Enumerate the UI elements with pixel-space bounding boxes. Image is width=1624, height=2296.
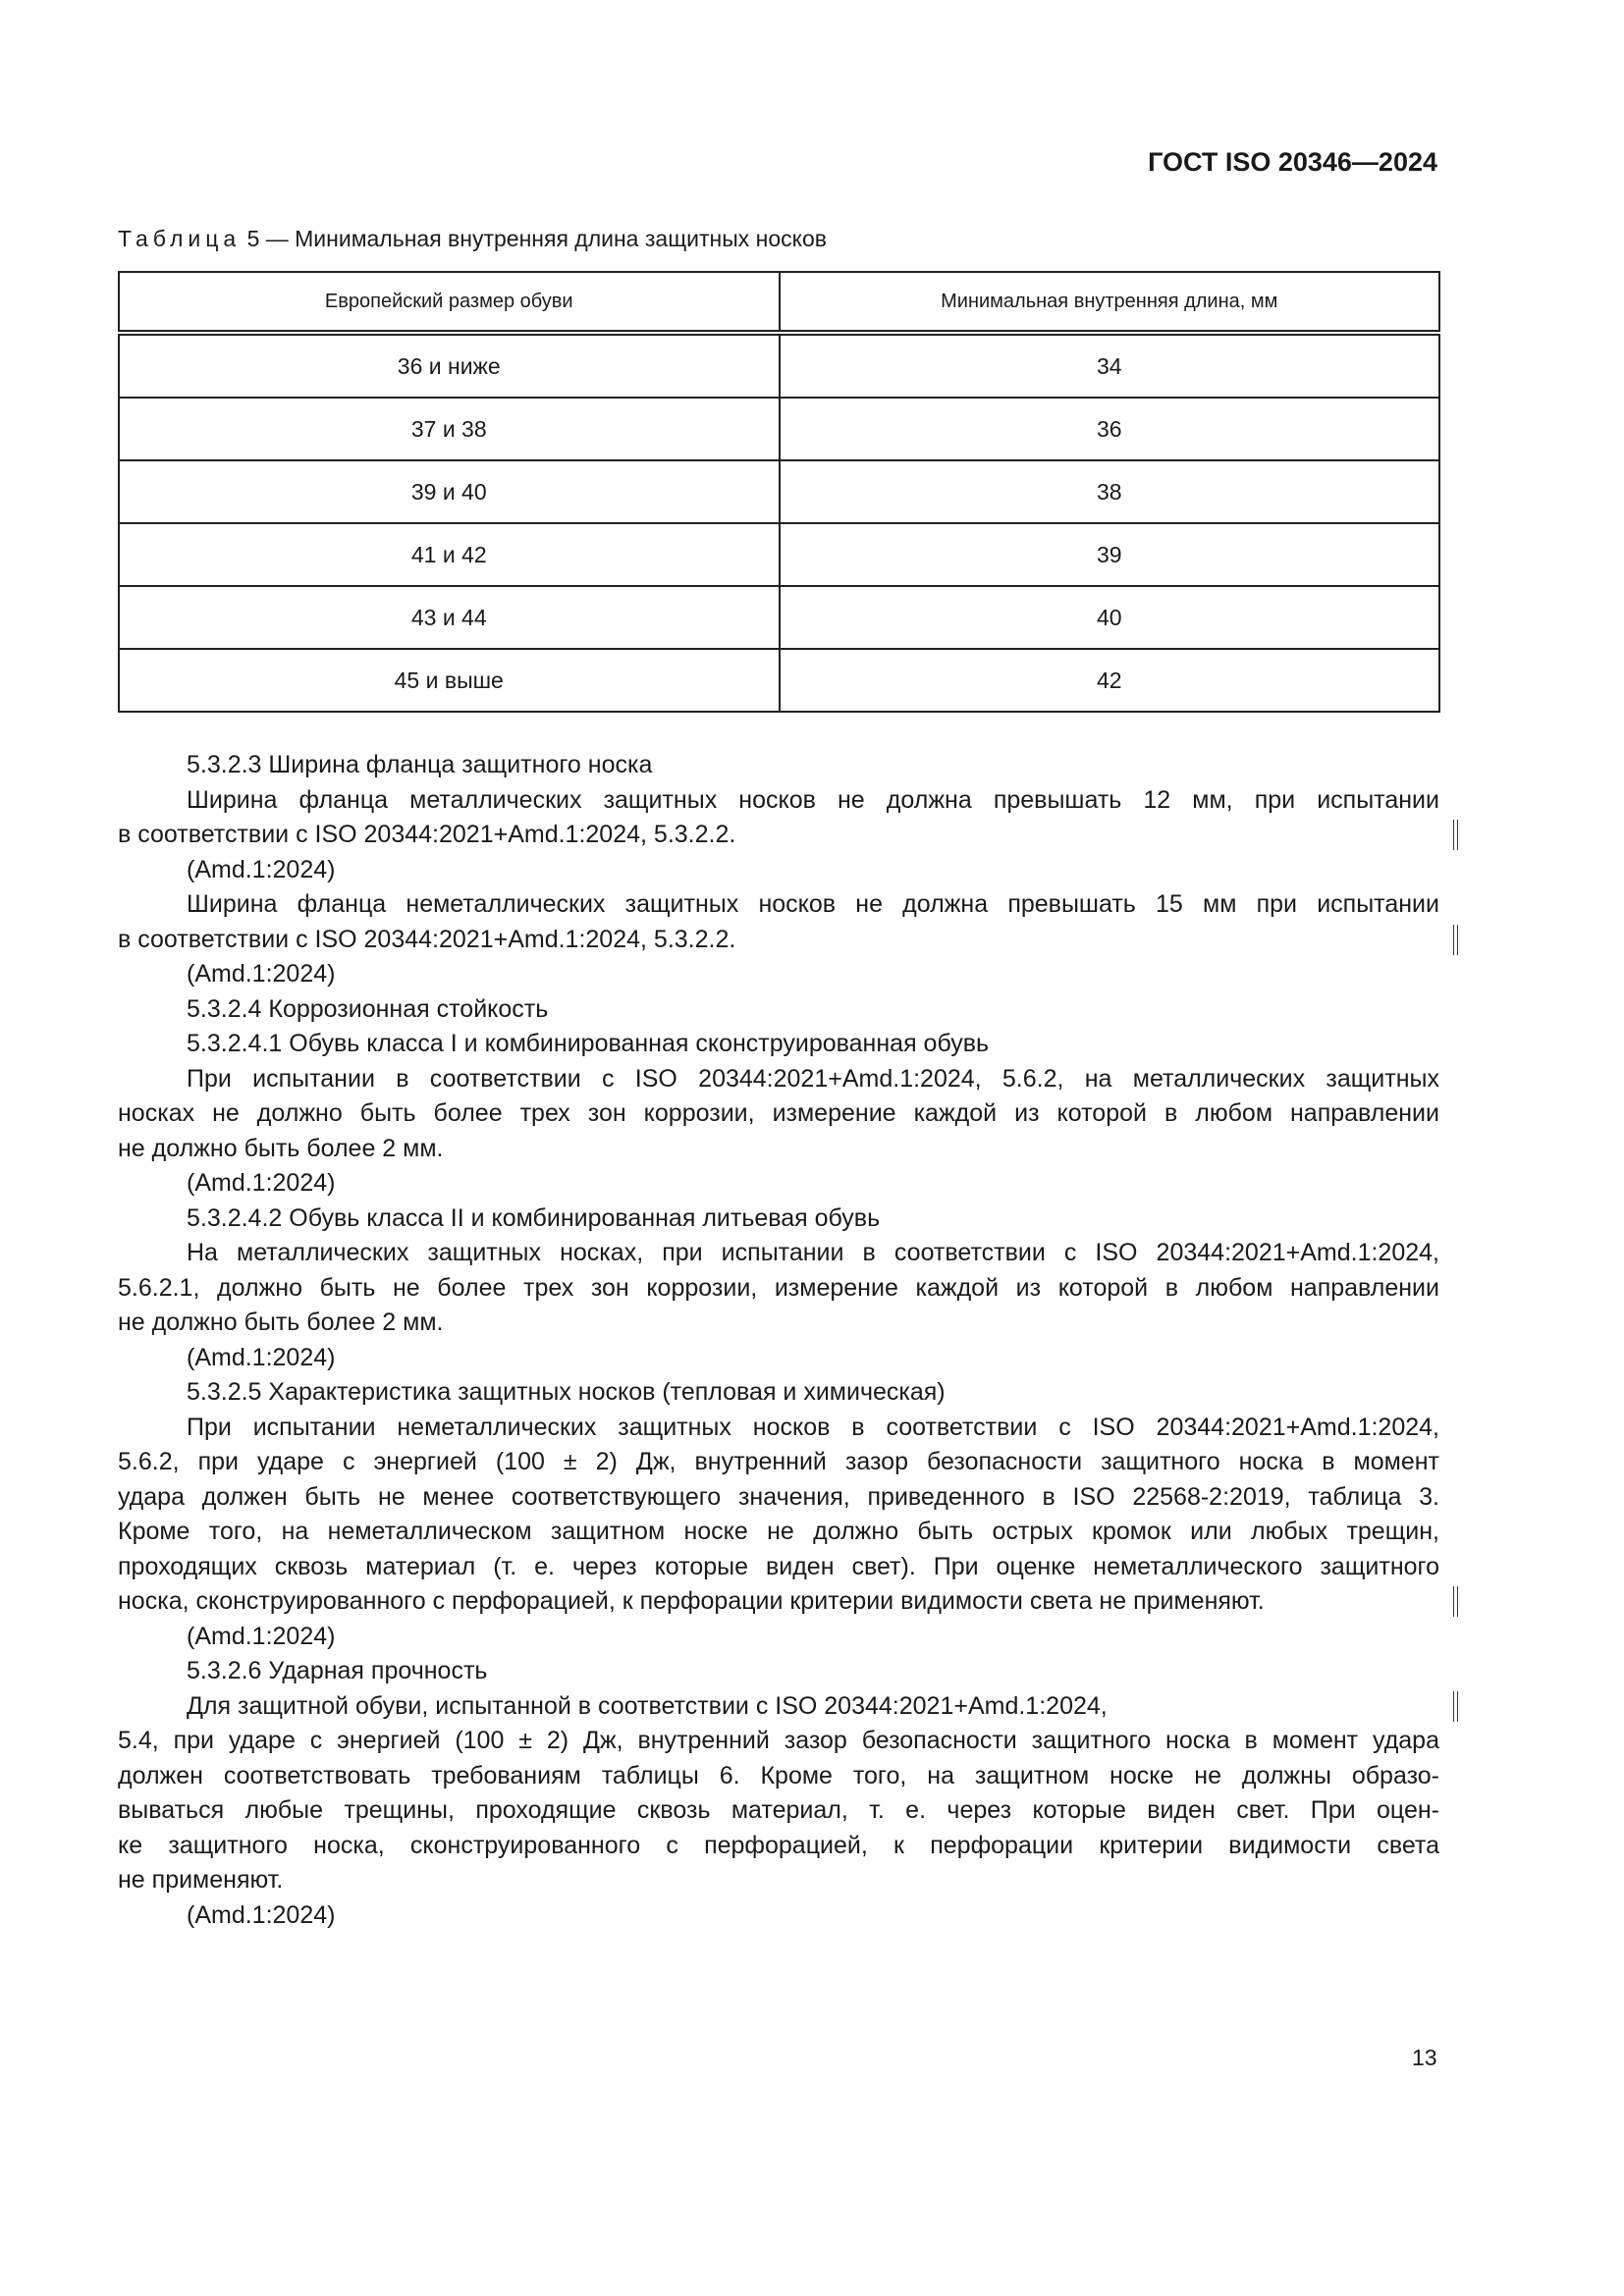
text-line-content: Ширина фланца неметаллических защитных носков не должна превышать 15 мм при испытании [187,890,1439,918]
text-line-content: 5.6.2.1, должно быть не более трех зон коррозии, измерение каждой из которой в любом направлении [118,1273,1439,1302]
text-line [118,1829,1439,1864]
table-row [119,649,1439,712]
text-line-content: На металлических защитных носках, при испытании в соответствии с ISO 20344:2021+Amd.1:2024, [187,1239,1439,1266]
text-line [118,1027,1439,1062]
table-row [119,586,1439,649]
table-cell: 36 [780,398,1440,460]
text-line [118,1236,1439,1271]
text-line-content: 5.3.2.4.1 Обувь класса I и комбинированная сконструированная обувь [187,1030,990,1057]
text-line-content: Кроме того, на неметаллическом защитном носке не должно быть острых кромок или любых трещин, [118,1518,1439,1545]
text-line-content: 5.3.2.4.2 Обувь класса II и комбинированная литьевая обувь [187,1203,881,1232]
table-cell: 37 и 38 [119,398,780,460]
table-cell: 39 и 40 [119,460,780,523]
text-line-content: 5.3.2.5 Характеристика защитных носков (тепловая и химическая) [187,1378,946,1406]
text-line-content: 5.3.2.3 Ширина фланца защитного носка [187,751,653,778]
text-line-content: (Amd.1:2024) [187,1343,336,1371]
text-line [118,1689,1439,1725]
text-line-content: Ширина фланца металлических защитных носков не должна превышать 12 мм, при испытании [187,785,1439,814]
text-line-content: носка, сконструированного с перфорацией, к перфорации критерии видимости света не применяют. [118,1587,1265,1615]
table-row [119,460,1439,523]
change-bar-icon [1453,925,1458,955]
table-row [119,523,1439,586]
text-line-content: в соответствии с ISO 20344:2021+Amd.1:2024, 5.3.2.2. [118,925,736,953]
table-caption [118,226,827,252]
table-cell: 42 [780,649,1440,712]
table-cell: 41 и 42 [119,523,780,586]
text-line [118,992,1439,1028]
min-length-table [118,271,1440,713]
text-line [118,1375,1439,1411]
text-line-content: не должно быть более 2 мм. [118,1308,444,1336]
text-line [118,1445,1439,1480]
text-line-content: должен соответствовать требованиям таблицы 6. Кроме того, на защитном носке не должны образо- [118,1761,1439,1789]
text-line-content: (Amd.1:2024) [187,960,336,988]
text-line [118,1620,1439,1655]
text-line [118,1271,1439,1307]
text-line [118,1793,1439,1829]
table-cell: 39 [780,523,1440,586]
change-bar-icon [1453,1586,1458,1617]
column-header: Минимальная внутренняя длина, мм [780,272,1440,333]
table-caption-text: 5 — Минимальная внутренняя длина защитных носков [241,226,827,251]
text-line [118,1166,1439,1201]
change-bar-icon [1453,820,1458,850]
text-line [118,1132,1439,1167]
text-line [118,1341,1439,1376]
text-line [118,887,1439,923]
text-line [118,748,1439,783]
text-line [118,1062,1439,1097]
text-line [118,783,1439,819]
page-number: 13 [1412,2045,1437,2070]
text-line [118,923,1439,958]
change-bar-icon [1453,1691,1458,1722]
text-line-content: (Amd.1:2024) [187,1169,336,1197]
text-line [118,1550,1439,1585]
text-line-content: (Amd.1:2024) [187,1622,336,1650]
text-line [118,1654,1439,1689]
text-line-content: 5.6.2, при ударе с энергией (100 ± 2) Дж, внутренний зазор безопасности защитного носка в момент [118,1448,1439,1475]
text-line [118,1515,1439,1550]
text-line [118,1201,1439,1237]
text-line [118,1584,1439,1620]
text-line [118,1724,1439,1759]
text-line-content: 5.3.2.6 Ударная прочность [187,1657,488,1684]
table-cell: 40 [780,586,1440,649]
text-line-content: проходящих сквозь материал (т. е. через которые виден свет). При оценке неметаллического защитного [118,1552,1439,1580]
text-line-content: вываться любые трещины, проходящие сквозь материал, т. е. через которые виден свет. При оцен- [118,1796,1439,1824]
table-cell: 43 и 44 [119,586,780,649]
text-line [118,818,1439,853]
text-line-content: ке защитного носка, сконструированного с перфорацией, к перфорации критерии видимости света [118,1831,1439,1859]
text-line-content: носках не должно быть более трех зон коррозии, измерение каждой из которой в любом направлении [118,1099,1439,1127]
text-line [118,957,1439,992]
table-cell: 36 и ниже [119,333,780,398]
text-line-content: Для защитной обуви, испытанной в соответствии с ISO 20344:2021+Amd.1:2024, [187,1691,1108,1720]
text-line [118,1898,1439,1934]
text-line-content: (Amd.1:2024) [187,1900,336,1929]
document-header: ГОСТ ISO 20346—2024 [1148,147,1437,177]
text-line-content: не применяют. [118,1866,284,1894]
text-line-content: При испытании неметаллических защитных носков в соответствии с ISO 20344:2021+Amd.1:2024, [187,1413,1439,1441]
table-caption-prefix: Таблица [118,226,242,251]
text-line-content: удара должен быть не менее соответствующего значения, приведенного в ISO 22568-2:2019, таблица 3. [118,1482,1439,1511]
text-line-content: При испытании в соответствии с ISO 20344:2021+Amd.1:2024, 5.6.2, на металлических защитных [187,1064,1439,1093]
text-line [118,1863,1439,1898]
table-cell: 38 [780,460,1440,523]
text-line [118,1480,1439,1516]
text-line [118,853,1439,888]
table-row [119,333,1439,398]
text-line-content: (Amd.1:2024) [187,855,336,883]
text-line [118,1306,1439,1341]
table-cell: 45 и выше [119,649,780,712]
text-line [118,1759,1439,1794]
table-row [119,398,1439,460]
table-cell: 34 [780,333,1440,398]
body-text [118,748,1439,1933]
text-line-content: 5.4, при ударе с энергией (100 ± 2) Дж, внутренний зазор безопасности защитного носка в момент удара [118,1727,1439,1754]
text-line-content: не должно быть более 2 мм. [118,1134,444,1162]
text-line-content: в соответствии с ISO 20344:2021+Amd.1:2024, 5.3.2.2. [118,821,736,848]
text-line-content: 5.3.2.4 Коррозионная стойкость [187,994,549,1023]
text-line [118,1096,1439,1132]
text-line [118,1411,1439,1446]
table-header-row [119,272,1439,333]
column-header: Европейский размер обуви [119,272,780,333]
